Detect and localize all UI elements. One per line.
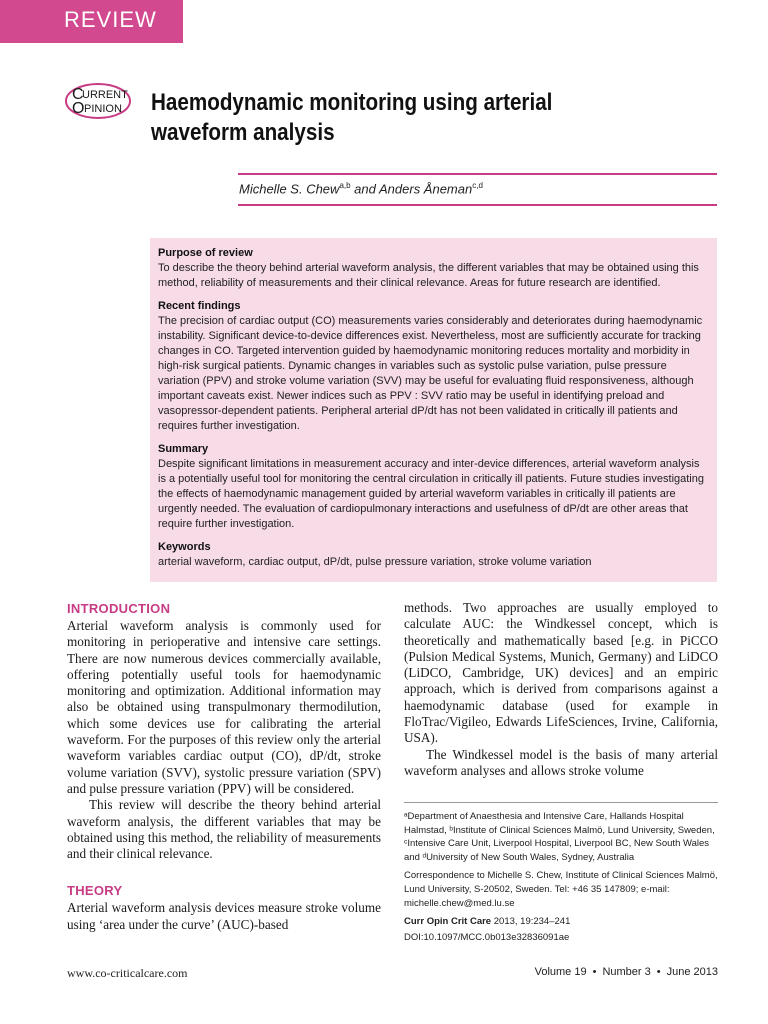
correspondence-text: Correspondence to Michelle S. Chew, Institute of Clinical Sciences Malmö, Lund University, S-20502, Sweden. Tel: +46 35 147809; e-mail: michelle.chew@med.lu.se [404,870,718,909]
authors-bottom-rule [238,204,717,206]
left-column [67,600,381,933]
abstract-purpose [158,246,709,291]
theory-heading: THEORY [67,883,123,899]
date-label: June 2013 [666,966,718,978]
logo-big-c: C [72,86,84,103]
volume-label: Volume 19 [534,966,587,978]
title-line-1: Haemodynamic monitoring using arterial [151,89,553,116]
introduction-heading: INTRODUCTION [67,601,171,616]
doi-text: DOI:10.1097/MCC.0b013e32836091ae [404,931,570,943]
introduction-paragraph-2: This review will describe the theory behind arterial waveform analysis, the different variables that may be obtained using this method, the reliability of measurements and their clinical relevance. [67,797,381,862]
abstract-summary [158,442,709,532]
review-section-tab [0,0,183,43]
logo-big-o: O [72,100,85,117]
title-line-2: waveform analysis [151,119,335,146]
author-1: Michelle S. Chew [239,181,340,197]
author-separator: and [350,181,379,197]
footnote-block [404,810,718,949]
authors-top-rule [238,173,717,175]
citation-text: 2013, 19:234–241 [491,916,571,928]
author-2: Anders Åneman [379,181,473,197]
abstract-keywords [158,540,709,570]
right-paragraph-2: The Windkessel model is the basis of many arterial waveform analyses and allows stroke volume [404,746,718,778]
keywords-heading: Keywords [158,541,211,553]
abstract-findings [158,299,709,434]
citation-line [404,915,718,929]
author-line [239,181,483,196]
right-paragraph-1: methods. Two approaches are usually employed to calculate AUC: the Windkessel concept, which is theoretically and mathematically based [e.g. in PiCCO (Pulsion Medical Systems, Munich, Germany) and LiDCO (LiDCO, Cambridge, UK) devices] and an empiric approach, which is derived from comparisons against a haemodynamic database (used for example in FloTrac/Vigileo, Edwards LifeSciences, Irvine, California, USA). [404,600,718,746]
purpose-text: To describe the theory behind arterial waveform analysis, the different variables that may be obtained using this method, reliability of measurements and their clinical relevance. Areas for future research are identified. [158,262,699,289]
summary-text: Despite significant limitations in measurement accuracy and inter-device differences, arterial waveform analysis is a potentially useful tool for monitoring the central circulation in critically ill patients. Future studies investigating the effects of haemodynamic management guided by arterial waveform variables in critically ill patients are urgently needed. The evaluation of cardiopulmonary interactions and usefulness of dP/dt are other areas that require further investigation. [158,458,704,530]
logo-line-1: URRENT [82,89,128,101]
abstract-box [150,238,717,582]
findings-text: The precision of cardiac output (CO) measurements varies considerably and deteriorates during haemodynamic instability. Significant device-to-device differences exist. Nevertheless, most are sufficiently accurate for tracking changes in CO. Targeted intervention guided by haemodynamic monitoring reduces mortality and morbidity in high-risk surgical patients. Dynamic changes in variables such as systolic pulse variation, pulse pressure variation (PPV) and stroke volume variation (SVV) may be useful for evaluating fluid responsiveness, although important caveats exist. Newer indices such as PPV : SVV ratio may be useful in identifying preload and vasopressor-dependent patients. Peripheral arterial dP/dt has not been validated in critically ill patients and requires further investigation. [158,315,703,432]
bullet-2: • [656,966,661,978]
author-1-affiliation: a,b [339,181,351,190]
journal-name: Curr Opin Crit Care [404,916,492,928]
current-opinion-logo [64,82,132,120]
bullet-1: • [592,966,597,978]
author-2-affiliation: c,d [472,181,483,190]
summary-heading: Summary [158,443,209,455]
right-column [404,600,718,779]
article-title [151,88,598,148]
review-tab-label: REVIEW [64,7,157,32]
number-label: Number 3 [602,966,651,978]
purpose-heading: Purpose of review [158,247,253,259]
issue-info [535,966,718,978]
logo-line-2: PINION [84,103,122,115]
affiliations-text: ᵃDepartment of Anaesthesia and Intensive Care, Hallands Hospital Halmstad, ᵇInstitute of Clinical Sciences Malmö, Lund University, Sweden, ᶜIntensive Care Unit, Liverpool Hospital, Liverpool BC, New South Wales and ᵈUniversity of New South Wales, Sydney, Australia [404,811,715,863]
introduction-paragraph-1: Arterial waveform analysis is commonly used for monitoring in perioperative and intensive care settings. There are now numerous devices commercially available, offering potentially useful tools for haemodynamic monitoring and optimization. Additional information may also be obtained using transpulmonary thermodilution, which some devices use for calibrating the arterial waveform. For the purposes of this review only the arterial waveform variables cardiac output (CO), dP/dt, stroke volume variation (SVV), systolic pressure variation (SPV) and pulse pressure variation (PPV) will be considered. [67,618,381,796]
findings-heading: Recent findings [158,300,241,312]
journal-url[interactable]: www.co-criticalcare.com [67,966,188,980]
theory-paragraph-1: Arterial waveform analysis devices measure stroke volume using ‘area under the curve’ (AUC)-based [67,900,381,932]
footnote-rule [404,802,718,803]
keywords-text: arterial waveform, cardiac output, dP/dt, pulse pressure variation, stroke volume variation [158,556,592,568]
